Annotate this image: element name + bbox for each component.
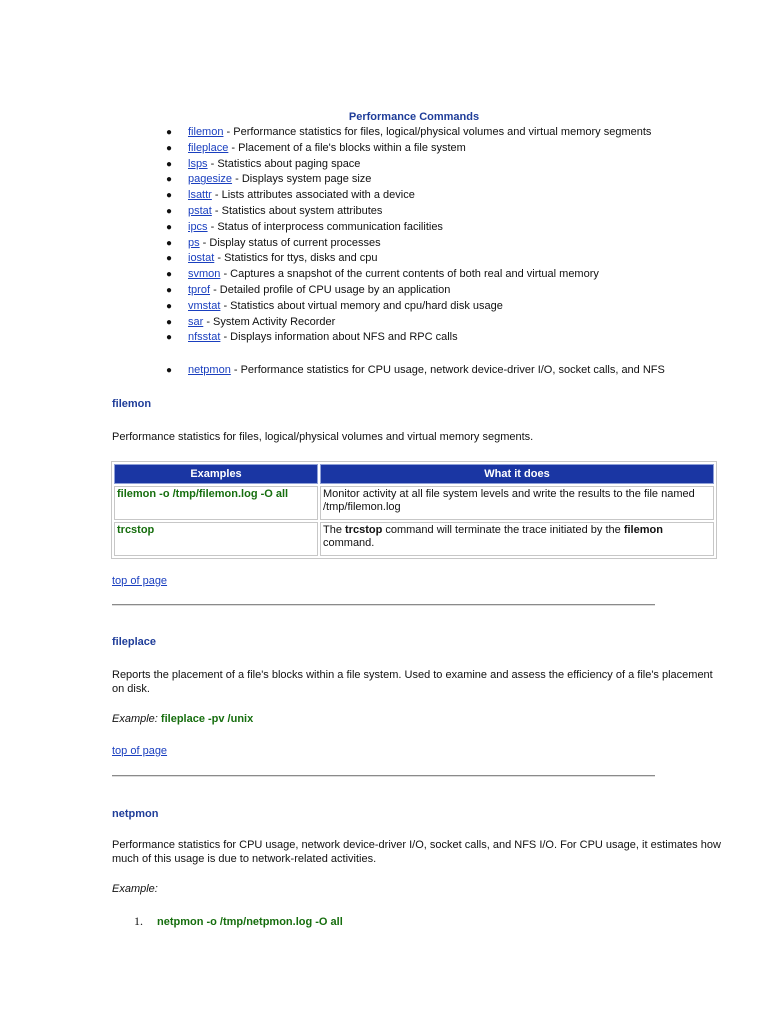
command-description: - Detailed profile of CPU usage by an application <box>210 283 451 296</box>
top-of-page-link[interactable]: top of page <box>112 575 168 587</box>
filemon-description: Performance statistics for files, logical/physical volumes and virtual memory segments. <box>112 431 534 443</box>
list-item <box>164 141 665 157</box>
command-name-bold: trcstop <box>345 524 383 536</box>
top-of-page-container <box>112 744 722 758</box>
command-link-lsattr[interactable]: lsattr <box>188 189 212 202</box>
netpmon-description: Performance statistics for CPU usage, network device-driver I/O, socket calls, and NFS I/O. For CPU usage, it estimates how much of this usage is due to network-related activities. <box>112 839 721 865</box>
command-description: - Statistics about virtual memory and cpu/hard disk usage <box>220 299 503 312</box>
list-item <box>164 363 665 379</box>
list-item <box>164 188 665 204</box>
command-description: - Status of interprocess communication facilities <box>207 220 443 233</box>
command-link-tprof[interactable]: tprof <box>188 283 211 296</box>
list-item <box>164 330 665 346</box>
list-item <box>164 251 665 267</box>
command-link-nfsstat[interactable]: nfsstat <box>188 331 221 344</box>
list-item <box>164 315 665 331</box>
command-link-filemon[interactable]: filemon <box>188 126 224 138</box>
command-description: - Captures a snapshot of the current contents of both real and virtual memory <box>220 268 599 281</box>
bullet-icon: ● <box>166 269 173 281</box>
example-command: fileplace -pv /unix <box>160 713 254 725</box>
fileplace-description: Reports the placement of a file's blocks within a file system. Used to examine and assess the efficiency of a file's placement on disk. <box>112 669 713 695</box>
list-item <box>164 172 665 188</box>
command-link-lsps[interactable]: lsps <box>188 157 208 170</box>
command-description: - Performance statistics for files, logical/physical volumes and virtual memory segments <box>223 126 652 138</box>
fileplace-example <box>112 712 722 726</box>
command-link-sar[interactable]: sar <box>188 315 204 328</box>
command-description: - Placement of a file's blocks within a file system <box>228 141 466 154</box>
command-description: - Statistics for ttys, disks and cpu <box>214 252 378 265</box>
table-row <box>114 522 714 556</box>
table-cell-example <box>114 522 318 556</box>
section-heading-netpmon: netpmon <box>112 808 159 820</box>
command-link-pstat[interactable]: pstat <box>188 204 212 217</box>
list-item <box>164 283 665 299</box>
section-divider <box>112 775 655 777</box>
command-description: - Statistics about system attributes <box>211 204 383 217</box>
bullet-icon: ● <box>166 365 173 377</box>
page-title: Performance Commands <box>348 111 480 123</box>
bullet-icon: ● <box>166 205 173 217</box>
table-cell-description <box>320 522 714 556</box>
top-of-page-container <box>112 574 722 588</box>
example-command: trcstop <box>117 524 155 536</box>
command-description: - System Activity Recorder <box>203 315 336 328</box>
list-item <box>164 157 665 173</box>
table-cell-example <box>114 486 318 520</box>
command-link-fileplace[interactable]: fileplace <box>188 141 229 154</box>
bullet-icon: ● <box>166 158 173 170</box>
description-text: command will terminate the trace initiated by the <box>382 524 624 536</box>
section-divider <box>112 604 655 606</box>
bullet-icon: ● <box>166 300 173 312</box>
command-link-iostat[interactable]: iostat <box>188 252 215 265</box>
command-name-bold: filemon <box>623 524 663 536</box>
table-row <box>114 486 714 520</box>
section-heading-fileplace: fileplace <box>112 636 157 648</box>
top-of-page-link[interactable]: top of page <box>112 745 168 757</box>
bullet-icon: ● <box>166 284 173 296</box>
column-header-what-it-does: What it does <box>320 464 714 484</box>
bullet-icon: ● <box>166 316 173 328</box>
command-description: - Displays system page size <box>232 173 372 186</box>
example-command: netpmon -o /tmp/netpmon.log -O all <box>157 916 343 928</box>
list-item <box>164 204 665 220</box>
example-command: filemon -o /tmp/filemon.log -O all <box>117 488 289 500</box>
example-label: Example: <box>112 713 158 725</box>
list-item <box>164 267 665 283</box>
netpmon-example-list <box>134 914 343 929</box>
command-description: - Lists attributes associated with a device <box>211 189 415 202</box>
bullet-icon: ● <box>166 174 173 186</box>
filemon-examples-table <box>111 461 717 559</box>
table-cell-description: Monitor activity at all file system levels and write the results to the file named /tmp/filemon.log <box>320 486 714 520</box>
command-link-ipcs[interactable]: ipcs <box>188 220 208 233</box>
description-text: command. <box>323 537 375 549</box>
list-item <box>164 125 665 141</box>
list-item <box>164 299 665 315</box>
list-item <box>164 236 665 252</box>
list-item <box>164 220 665 236</box>
list-number: 1. <box>134 914 143 928</box>
command-link-svmon[interactable]: svmon <box>188 268 221 281</box>
command-link-vmstat[interactable]: vmstat <box>188 299 221 312</box>
command-description: - Performance statistics for CPU usage, network device-driver I/O, socket calls, and NFS <box>230 364 665 377</box>
command-description: - Displays information about NFS and RPC calls <box>220 331 458 344</box>
bullet-icon: ● <box>166 190 173 202</box>
netpmon-example-label <box>112 882 722 896</box>
command-link-netpmon[interactable]: netpmon <box>188 364 231 377</box>
section-heading-filemon: filemon <box>112 398 152 410</box>
example-label: Example: <box>112 883 158 895</box>
bullet-icon: ● <box>166 221 173 233</box>
command-list <box>164 125 665 379</box>
command-description: - Display status of current processes <box>199 236 381 249</box>
command-description: - Statistics about paging space <box>207 157 361 170</box>
bullet-icon: ● <box>166 237 173 249</box>
column-header-examples: Examples <box>114 464 318 484</box>
command-link-ps[interactable]: ps <box>188 236 200 249</box>
table-header-row <box>114 464 714 484</box>
command-link-pagesize[interactable]: pagesize <box>188 173 233 186</box>
description-text: The <box>323 524 346 536</box>
bullet-icon: ● <box>166 253 173 265</box>
bullet-icon: ● <box>166 127 173 138</box>
bullet-icon: ● <box>166 332 173 344</box>
bullet-icon: ● <box>166 142 173 154</box>
